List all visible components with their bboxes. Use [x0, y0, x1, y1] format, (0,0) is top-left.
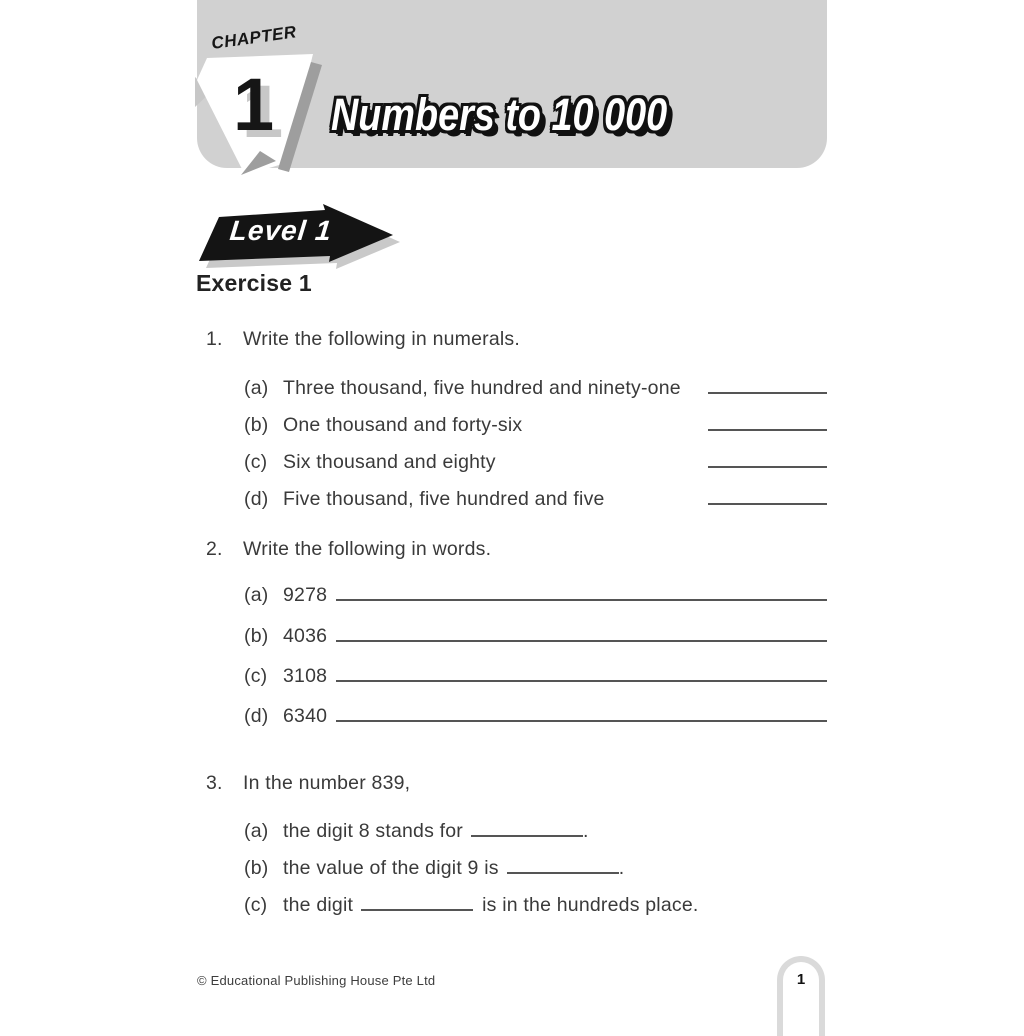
item-text: the value of the digit 9 is: [283, 857, 499, 879]
item-text: the digit: [283, 894, 354, 916]
q1-item-b: [244, 412, 827, 438]
copyright-notice: © Educational Publishing House Pte Ltd: [197, 973, 436, 988]
answer-line: [336, 599, 827, 601]
item-label: (b): [244, 625, 269, 647]
question-stem: Write the following in words.: [243, 538, 492, 560]
level-label: Level 1: [228, 215, 334, 246]
item-label: (c): [244, 665, 268, 687]
q2-item-b: [244, 623, 827, 649]
item-text-after: .: [583, 820, 589, 842]
q1-item-d: [244, 486, 827, 512]
q2-item-d: [244, 703, 827, 729]
item-label: (a): [244, 584, 269, 606]
q1-item-a: [244, 375, 827, 401]
q2-item-c: [244, 663, 827, 689]
chapter-number: 1: [233, 63, 275, 146]
answer-line: [336, 680, 827, 682]
item-label: (d): [244, 488, 269, 510]
page-number: 1: [796, 971, 806, 988]
item-label: (b): [244, 414, 269, 436]
answer-blank: [507, 872, 619, 874]
question-3-stem-row: [206, 770, 827, 796]
answer-blank: [471, 835, 583, 837]
q3-item-a: [244, 818, 827, 844]
answer-line: [708, 503, 827, 505]
q3-item-c: [244, 892, 827, 918]
item-text: 9278: [283, 584, 328, 606]
question-2-stem-row: [206, 536, 827, 562]
answer-line: [336, 720, 827, 722]
question-number: 2.: [206, 538, 223, 560]
item-label: (a): [244, 377, 269, 399]
answer-line: [336, 640, 827, 642]
question-stem: In the number 839,: [243, 772, 411, 794]
q2-item-a: [244, 582, 827, 608]
question-1-stem-row: [206, 326, 827, 352]
item-text-after: .: [618, 857, 625, 879]
chapter-title: Numbers to 10 000: [331, 89, 668, 140]
question-stem: Write the following in numerals.: [243, 328, 520, 350]
item-text: the digit 8 stands for: [283, 820, 464, 842]
answer-line: [708, 429, 827, 431]
question-number: 3.: [206, 772, 223, 794]
question-number: 1.: [206, 328, 223, 350]
item-text: 3108: [283, 665, 328, 687]
q3-item-b: [244, 855, 827, 881]
answer-line: [708, 392, 827, 394]
page-number-tab: [777, 956, 825, 1036]
item-label: (c): [244, 894, 268, 916]
item-text: Six thousand and eighty: [283, 451, 496, 473]
answer-line: [708, 466, 827, 468]
exercise-title: Exercise 1: [196, 270, 312, 296]
item-label: (d): [244, 705, 269, 727]
item-text: 6340: [283, 705, 328, 727]
item-text: Five thousand, five hundred and five: [283, 488, 605, 510]
item-text: Three thousand, five hundred and ninety-one: [283, 377, 681, 399]
item-text-after: is in the hundreds place.: [482, 894, 699, 916]
item-text: 4036: [283, 625, 328, 647]
item-label: (b): [244, 857, 269, 879]
item-label: (a): [244, 820, 269, 842]
item-label: (c): [244, 451, 268, 473]
answer-blank: [361, 909, 473, 911]
chapter-label: CHAPTER: [210, 22, 298, 54]
q1-item-c: [244, 449, 827, 475]
item-text: One thousand and forty-six: [283, 414, 523, 436]
